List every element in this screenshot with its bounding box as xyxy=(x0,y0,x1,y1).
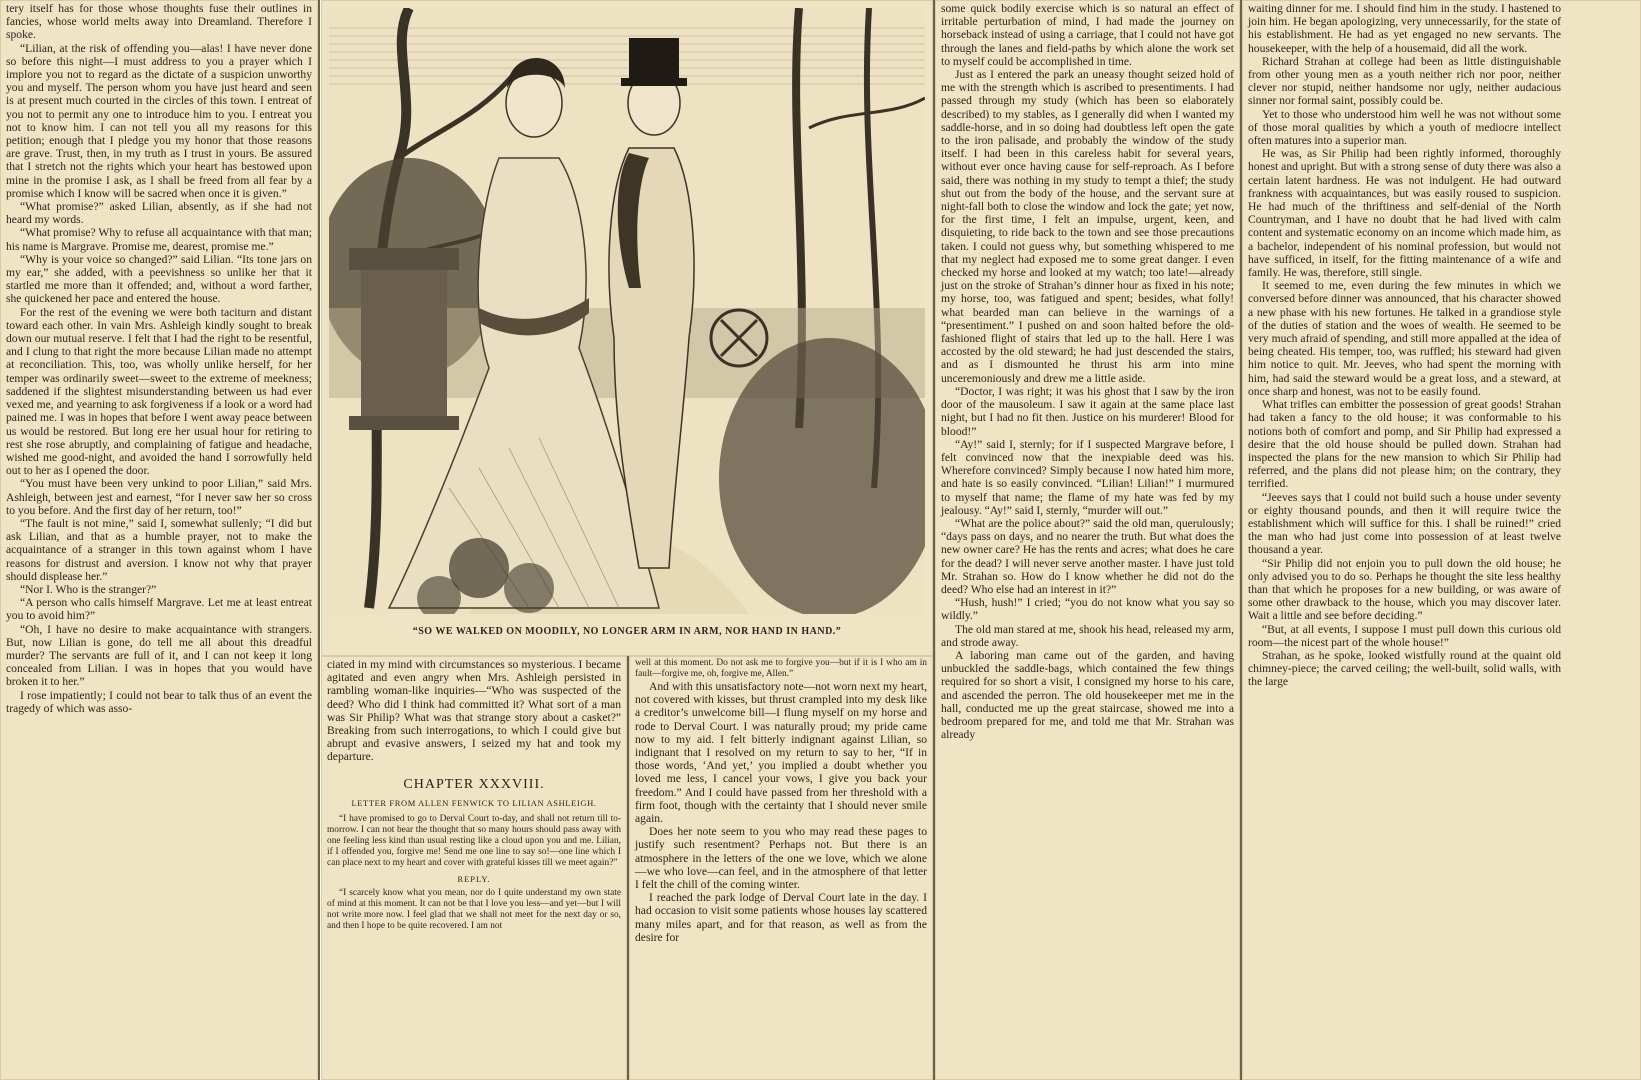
paragraph: The old man stared at me, shook his head, released my arm, and strode away. xyxy=(941,622,1234,649)
reply-body xyxy=(327,888,621,932)
paragraph: What trifles can embitter the possession of great goods! Strahan had taken a fancy to the old house; it was conformable to his notions both of comfort and pomp, and Sir Philip had expressed a desire that the old house should be pulled down. Strahan had inspected the plans for the new mansion to which Sir Philip had referred, and the plans did not please him; on the contrary, they terrified. xyxy=(1248,398,1561,491)
column-4-text xyxy=(935,0,1240,1080)
paragraph: “Ay!” said I, sternly; for if I suspected Margrave before, I felt convinced now that the inexpiable deed was his. Wherefore convinced? Simply because I now hated him more, and hate is so easily convinced. “Lilian! Lilian!” I murmured to myself that name; the flame of my hate was fed by my jealousy. “Ay!” said I, sternly, “murder will out.” xyxy=(941,437,1234,517)
column-1-text xyxy=(0,0,318,1080)
paragraph: “But, at all events, I suppose I must pull down this curious old room—the nicest part of the whole house!” xyxy=(1248,622,1561,649)
column-4-clipping xyxy=(935,0,1240,1080)
illustration-caption: “SO WE WALKED ON MOODILY, NO LONGER ARM IN ARM, NOR HAND IN HAND.” xyxy=(412,626,842,637)
column-2-clipping xyxy=(321,656,627,1080)
paragraph: It seemed to me, even during the few minutes in which we conversed before dinner was announced, that his character showed a new phase with his new fortunes. He talked in a grandiose style of the duties of station and the woes of wealth. He seemed to be very much afraid of spending, and still more appalled at the idea of being cheated. His temper, too, was ruffled; his steward had given him notice to quit. Mr. Jeeves, who had spent the morning with him, had said the steward would be a great loss, and a steward, at once sharp and honest, was not to be easily found. xyxy=(1248,279,1561,398)
column-3-text xyxy=(629,656,933,1080)
paragraph: Does her note seem to you who may read these pages to justify such resentment? Perhaps not. But there is an atmosphere in the letters of the one we love, which we alone—we who love—can feel, and in the atmosphere of that letter I felt the chill of the coming winter. xyxy=(635,825,927,892)
letter-body xyxy=(327,814,621,869)
paragraph: waiting dinner for me. I should find him in the study. I hastened to join him. He began apologizing, very unnecessarily, for the state of his establishment. He had as yet engaged no new servants. The housekeeper, with the help of a housemaid, did all the work. xyxy=(1248,2,1561,55)
paragraph: Strahan, as he spoke, looked wistfully round at the quaint old chimney-piece; the carved ceiling; the well-built, solid walls, with the large xyxy=(1248,648,1561,689)
paragraph: I rose impatiently; I could not bear to talk thus of an event the tragedy of which was asso- xyxy=(6,688,312,715)
engraving-svg xyxy=(329,8,925,614)
paragraph: “What are the police about?” said the old man, querulously; “days pass on days, and no nearer the truth. But what does the new owner care? He has the rents and acres; what does he care for the dead? I will never serve another master. I have just told Mr. Strahan so. How do I know whether he did not do the deed? Who else had an interest in it?” xyxy=(941,516,1234,596)
paragraph: “You must have been very unkind to poor Lilian,” said Mrs. Ashleigh, between jest and earnest, “for I never saw her so cross to you before. And the first day of her return, too!” xyxy=(6,477,312,517)
paragraph: “What promise? Why to refuse all acquaintance with that man; his name is Margrave. Promise me, dearest, promise me.” xyxy=(6,226,312,253)
paragraph: “Why is your voice so changed?” said Lilian. “Its tone jars on my ear,” she added, with a peevishness so unlike her that it startled me more than it offended; and, without a word farther, she quickened her pace and entered the house. xyxy=(6,252,312,306)
column-2-text xyxy=(321,656,627,1080)
paragraph: A laboring man came out of the garden, and having unbuckled the saddle-bags, which contained the few things required for so short a visit, I consigned my horse to his care, and ascended the perron. The old housekeeper met me in the hall, conducted me up the great staircase, showed me into a bedroom prepared for me, and told me that Mr. Strahan was already xyxy=(941,648,1234,742)
column-5-text xyxy=(1242,0,1567,1080)
column-1-clipping xyxy=(0,0,318,1080)
paragraph: He was, as Sir Philip had been rightly informed, thoroughly honest and upright. But with a strong sense of duty there was also a certain latent hardness. He was not indulgent. He had outward frankness with acquaintances, but was easily roused to suspicion. He had much of the thriftiness and self-denial of the North Countryman, and I have no doubt that he had lived with calm content and systematic economy on an income which made him, as a bachelor, independent of his nominal profession, but would not have sufficed, in itself, for the fitting maintenance of a wife and family. He was, therefore, still single. xyxy=(1248,147,1561,280)
paragraph: Just as I entered the park an uneasy thought seized hold of me with the strength which is ascribed to presentiments. I had passed through my study (which has been so elaborately described) to my stables, as I generally did when I wanted my saddle-horse, and in so doing had doubtless left open the gate to the iron palisade, and probably the window of the study itself. I had been in this careless habit for several years, without ever once having cause for self-reproach. As I before said, there was nothing in my study to tempt a thief; the study shut out from the body of the house, and the servant sure at night-fall both to close the window and lock the gate; yet now, for the first time, I felt an impulse, urgent, keen, and disquieting, to ride back to the town and see those precautions taken. I could not guess why, but something whispered to me that my neglect had exposed me to some great danger. I even checked my horse and looked at my watch; too late!—already just on the stroke of Strahan’s dinner hour as fixed in his note; my horse, too, was fatigued and spent; besides, what folly! what bearded man can believe in the warnings of a “presentiment.” I pushed on and soon halted before the old-fashioned flight of stairs that led up to the hall. Here I was accosted by the old steward; he had just descended the stairs, and as I dismounted he thrust his arm into mine unceremoniously and drew me a little aside. xyxy=(941,68,1234,385)
reply-heading: REPLY. xyxy=(457,874,491,885)
paragraph: Richard Strahan at college had been as little distinguishable from other young men as a youth neither rich nor poor, neither clever nor stupid, neither handsome nor ugly, neither audacious sinner nor formal saint, possibly could be. xyxy=(1248,54,1561,108)
paragraph: “Oh, I have no desire to make acquaintance with strangers. But, now Lilian is gone, do tell me all about this dreadful murder? The servants are full of it, and I can not keep it long concealed from Lilian. I was in hopes that you would have broken it to her.” xyxy=(6,622,312,689)
reply-continuation xyxy=(635,658,927,680)
reply-continuation-text: well at this moment. Do not ask me to forgive you—but if it is I who am in fault—forgive me, oh, forgive me, Allen.” xyxy=(635,658,927,679)
paragraph: “What promise?” asked Lilian, absently, as if she had not heard my words. xyxy=(6,200,312,227)
paragraph: I reached the park lodge of Derval Court late in the day. I had occasion to visit some patients whose houses lay scattered many miles apart, and for that reason, as well as from the desire for xyxy=(635,891,927,944)
paragraph: “Lilian, at the risk of offending you—alas! I have never done so before this night—I must address to you a prayer which I implore you not to regard as the dictate of a suspicion unworthy you and myself. The person whom you have just heard and seen is at present much courted in the circles of this town. I entreat of you not to permit any one to introduce him to you. I entreat you not to know him. I can not tell you all my reasons for this petition; enough that I pledge you my honor that those reasons are grave. Trust, then, in my truth as I trust in yours. Be assured that I stretch not the rights which your heart has bestowed upon mine in the promise I ask, as I shall be freed from all fear by a promise which I know will be sacred when once it is given.” xyxy=(6,41,312,200)
paragraph: “A person who calls himself Margrave. Let me at least entreat you to avoid him?” xyxy=(6,596,312,623)
column-rule xyxy=(318,0,320,1080)
paragraph: “Doctor, I was right; it was his ghost that I saw by the iron door of the mausoleum. I saw it again at the same place last night, but I had no fit then. Justice on his murderer! Blood for blood!” xyxy=(941,384,1234,438)
paragraph: “Hush, hush!” I cried; “you do not know what you say so wildly.” xyxy=(941,596,1234,623)
reply-text: “I scarcely know what you mean, nor do I quite understand my own state of mind at this moment. It can not be that I love you less—and yet—but I will not write more now. I feel glad that we shall not meet for the next day or so, and then I hope to be quite recovered. I am not xyxy=(327,888,621,932)
engraving-illustration xyxy=(329,8,925,614)
paragraph: “The fault is not mine,” said I, somewhat sullenly; “I did but ask Lilian, and that as a humble prayer, not to make the acquaintance of a stranger in this town against whom I have reasons for distrust and aversion. I know not why that prayer should displease her.” xyxy=(6,516,312,583)
chapter-title: CHAPTER XXXVIII. xyxy=(403,776,545,792)
letter-text: “I have promised to go to Derval Court to-day, and shall not return till to-morrow. I can not bear the thought that so many hours should pass away with one feeling less kind than usual resting like a cloud upon you and me. Lilian, if I offended you, forgive me! Send me one line to say so!—one line which I can place next to my heart and cover with grateful kisses till we meet again?” xyxy=(327,814,621,869)
paragraph: And with this unsatisfactory note—not worn next my heart, not covered with kisses, but thrust crampled into my desk like a creditor’s unwelcome bill—I flung myself on my horse and rode to Derval Court. I was naturally proud; my pride came now to my aid. I felt bitterly indignant against Lilian, so indignant that I resolved on my return to say to her, “If in those words, ‘And yet,’ you implied a doubt whether you loved me less, I cancel your vows, I give you back your freedom.” And I could have passed from her threshold with a firm foot, though with the certainty that I should never smile again. xyxy=(635,680,927,826)
paragraph: For the rest of the evening we were both taciturn and distant toward each other. In vain Mrs. Ashleigh kindly sought to break down our mutual reserve. I felt that I had the right to be resentful, and I clung to that right the more because Lilian made no attempt at reconciliation. This, too, was wholly unlike herself, for her temper was ordinarily sweet—sweet to the extreme of meekness; saddened if the slightest misunderstanding between us had ever vexed me, and yearning to ask forgiveness if a look or a word had pained me. I was in hopes that before I went away peace between us would be restored. But long ere her usual hour for retiring to rest she rose abruptly, and complaining of fatigue and headache, wished me good-night, and avoided the hand I sorrowfully held out to her as I opened the door. xyxy=(6,305,312,478)
paragraph: tery itself has for those whose thoughts fuse their outlines in fancies, whose world melts away into Dreamland. Therefore I spoke. xyxy=(6,2,312,42)
paragraph: Yet to those who understood him well he was not without some of those moral qualities by which a youth of mediocre intellect often matures into a superior man. xyxy=(1248,107,1561,148)
column-3-clipping xyxy=(629,656,933,1080)
column-5-clipping xyxy=(1242,0,1641,1080)
paragraph: some quick bodily exercise which is so natural an effect of irritable perturbation of mind, I had made the journey on horseback instead of using a carriage, that I could not have got through the lanes and field-paths by which alone the work set to myself could be accomplished in time. xyxy=(941,2,1234,68)
paragraph: “Jeeves says that I could not build such a house under seventy or eighty thousand pounds, and then it will require twice the establishment which will suffice for this. I shall be ruined!” cried the man who had just come into possession of at least twelve thousand a year. xyxy=(1248,490,1561,557)
paragraph: ciated in my mind with circumstances so mysterious. I became agitated and even angry when Mrs. Ashleigh persisted in rambling woman-like inquiries—“Who was suspected of the deed? Who did I think had committed it? What sort of a man was Sir Philip? What was that strange story about a casket?” Breaking from such interrogations, to which I could give but abrupt and evasive answers, I seized my hat and took my departure. xyxy=(327,658,621,764)
illustration-clipping xyxy=(321,0,933,656)
paragraph: “Sir Philip did not enjoin you to pull down the old house; he only advised you to do so. Perhaps he thought the site less healthy than that which he proposes for a new building, or was aware of some other drawback to the house, which you may discover later. Wait a little and see before deciding.” xyxy=(1248,556,1561,623)
letter-heading: LETTER FROM ALLEN FENWICK TO LILIAN ASHLEIGH. xyxy=(351,797,597,808)
paragraph: “Nor I. Who is the stranger?” xyxy=(20,582,157,596)
